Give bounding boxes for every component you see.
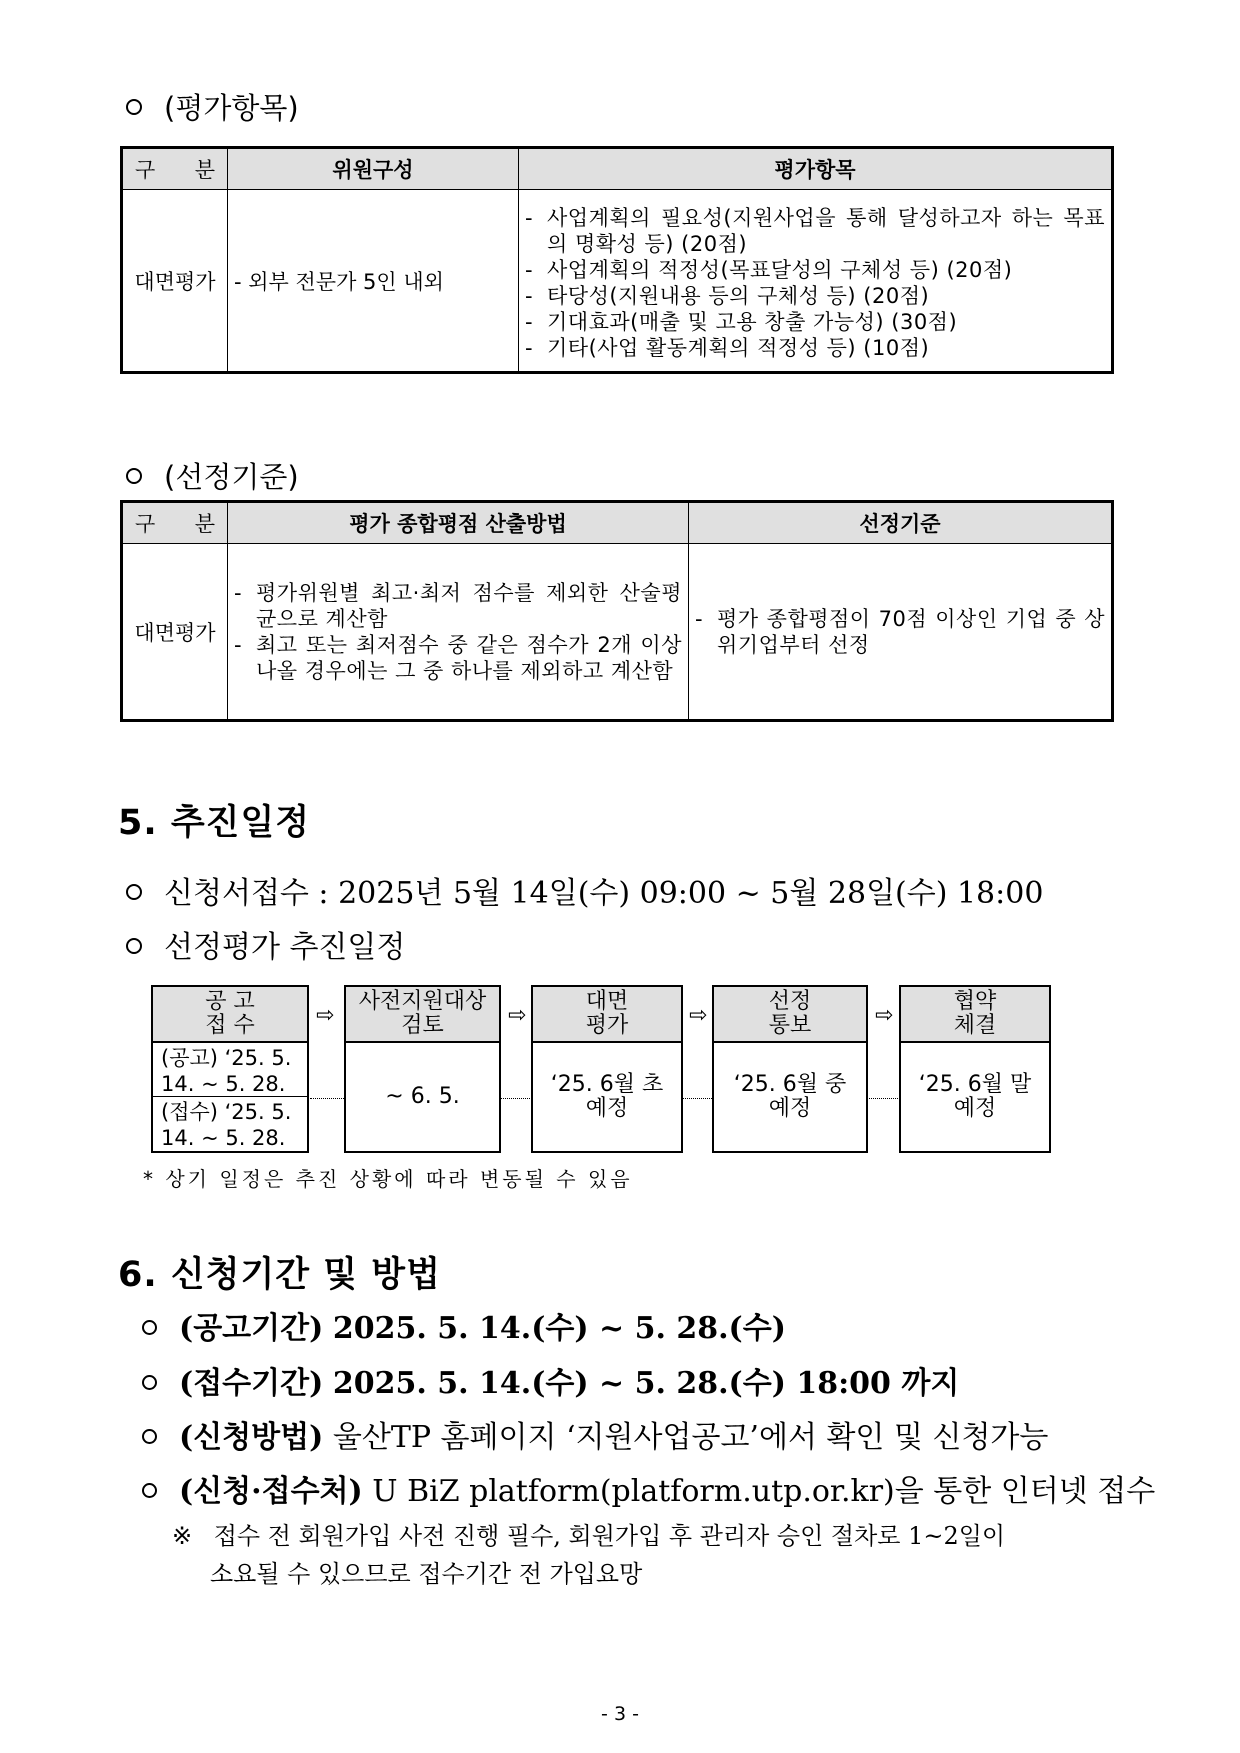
committee-cell: - 외부 전문가 5인 내외 [228,190,519,373]
flow-step-announce: 공 고 접 수 (공고) ‘25. 5. 14. ~ 5. 28. (접수) ‘25. 5. 14. ~ 5. 28. [151,985,309,1153]
circle-bullet-icon [126,884,142,900]
table-header-criteria: 선정기준 [689,502,1113,544]
apply-line-method: (신청방법) 울산TP 홈페이지 ‘지원사업공고’에서 확인 및 신청가능 [142,1412,1048,1456]
table-header-gubun: 구 분 [122,148,228,190]
list-item: - 사업계획의 적정성(목표달성의 구체성 등) (20점) [525,257,1105,283]
list-item: - 기타(사업 활동계획의 적정성 등) (10점) [525,335,1105,361]
arrow-right-icon: ⇨ [316,1003,335,1028]
arrow-right-icon: ⇨ [875,1003,894,1028]
table-header-eval-items: 평가항목 [519,148,1113,190]
circle-bullet-icon [126,468,142,484]
method-cell [228,544,689,721]
apply-line-receipt: (접수기간) 2025. 5. 14.(수) ~ 5. 28.(수) 18:00 까지 [142,1358,959,1402]
list-item: - 타당성(지원내용 등의 구체성 등) (20점) [525,283,1105,309]
arrow-right-icon: ⇨ [689,1003,708,1028]
table-header-committee: 위원구성 [228,148,519,190]
reference-mark-icon: ※ [172,1522,193,1550]
circle-bullet-icon [126,938,142,954]
table-header-gubun: 구 분 [122,502,228,544]
flow-step-agreement: 협약 체결 ‘25. 6월 말 예정 [899,985,1051,1153]
circle-bullet-icon [142,1375,157,1390]
eval-schedule-title: 선정평가 추진일정 [126,922,405,966]
page-number: - 3 - [601,1703,639,1725]
flow-body-announce: (공고) ‘25. 5. 14. ~ 5. 28. [153,1043,307,1097]
row-label: 대면평가 [122,190,228,373]
list-item: - 기대효과(매출 및 고용 창출 가능성) (30점) [525,309,1105,335]
eval-items-table [120,146,1114,374]
eval-items-heading: (평가항목) [126,86,299,127]
flow-step-notice: 선정 통보 ‘25. 6월 중 예정 [712,985,868,1153]
list-item: - 사업계획의 필요성(지원사업을 통해 달성하고자 하는 목표의 명확성 등) (20점) [525,205,1105,257]
row-label: 대면평가 [122,544,228,721]
list-item: - 평가위원별 최고·최저 점수를 제외한 산술평균으로 계산함 [234,580,682,632]
receipt-line: 신청서접수 : 2025년 5월 14일(수) 09:00 ~ 5월 28일(수) 18:00 [126,868,1043,912]
apply-note: ※ 접수 전 회원가입 사전 진행 필수, 회원가입 후 관리자 승인 절차로 1~2일이 소요될 수 있으므로 접수기간 전 가입요망 [172,1522,1006,1588]
flow-step-interview: 대면 평가 ‘25. 6월 초 예정 [531,985,683,1153]
circle-bullet-icon [142,1483,157,1498]
section-title-schedule: 5. 추진일정 [118,803,311,843]
arrow-right-icon: ⇨ [508,1003,527,1028]
schedule-note: * 상기 일정은 추진 상황에 따라 변동될 수 있음 [143,1167,633,1191]
section-title-apply: 6. 신청기간 및 방법 [118,1255,441,1295]
list-item: - 최고 또는 최저점수 중 같은 점수가 2개 이상 나올 경우에는 그 중 하나를 제외하고 계산함 [234,632,682,684]
circle-bullet-icon [142,1429,157,1444]
flow-step-precheck: 사전지원대상 검토 ~ 6. 5. [344,985,501,1153]
eval-items-cell [519,190,1113,373]
apply-line-place: (신청·접수처) U BiZ platform(platform.utp.or.kr)을 통한 인터넷 접수 [142,1466,1155,1510]
selection-table [120,500,1114,722]
table-header-method: 평가 종합평점 산출방법 [228,502,689,544]
selection-heading: (선정기준) [126,455,299,496]
flow-body-precheck: ~ 6. 5. [385,1084,460,1109]
apply-line-announce: (공고기간) 2025. 5. 14.(수) ~ 5. 28.(수) [142,1303,786,1347]
circle-bullet-icon [126,99,142,115]
flow-body-receipt: (접수) ‘25. 5. 14. ~ 5. 28. [161,1100,292,1150]
criteria-cell [689,544,1113,721]
list-item: - 평가 종합평점이 70점 이상인 기업 중 상위기업부터 선정 [695,606,1105,658]
circle-bullet-icon [142,1320,157,1335]
